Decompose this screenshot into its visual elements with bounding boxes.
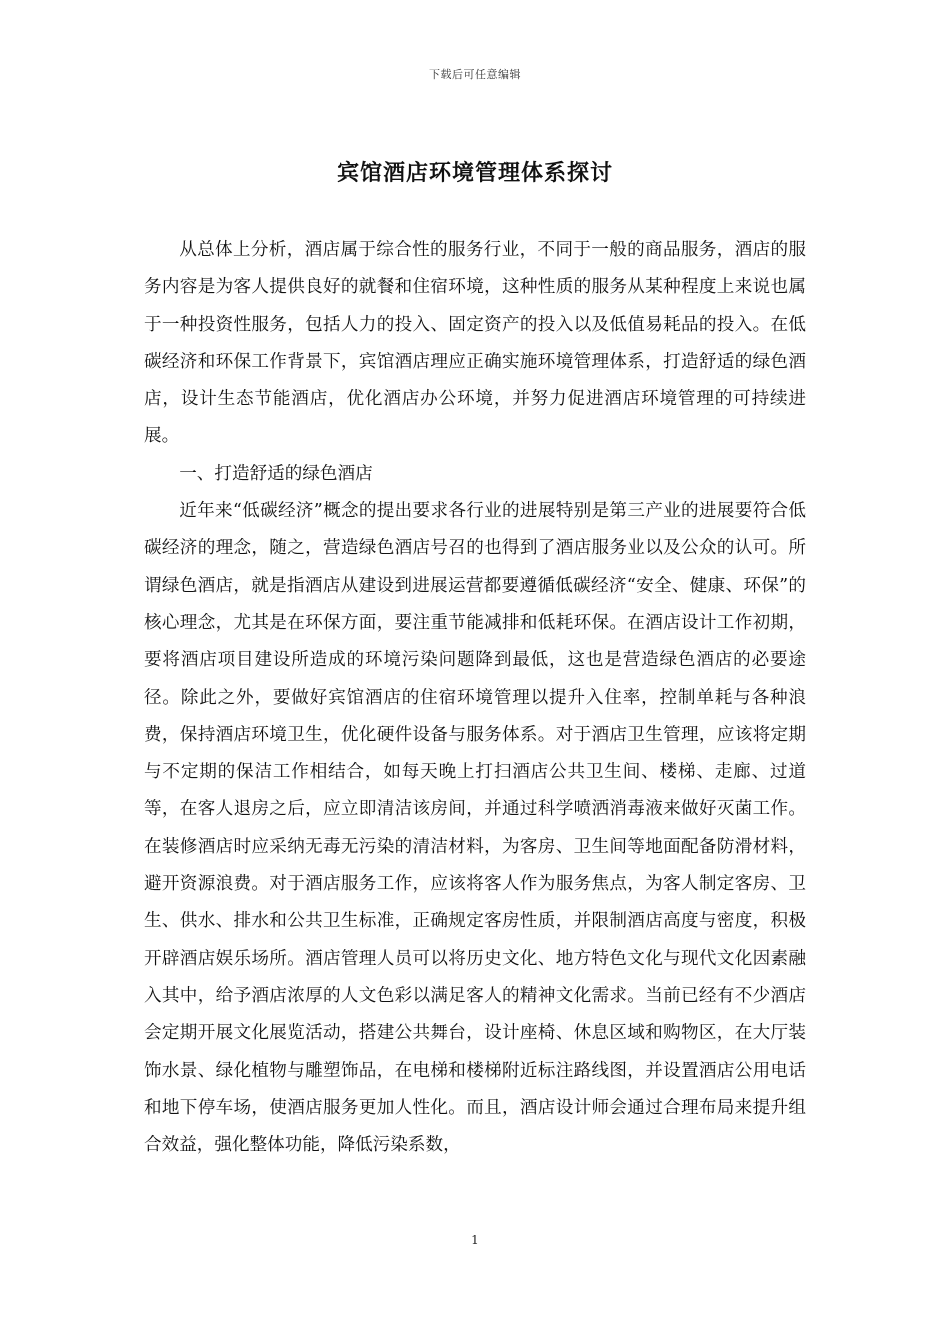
header-note: 下载后可任意编辑 <box>429 68 521 81</box>
paragraph-green-hotel: 近年来“低碳经济”概念的提出要求各行业的进展特别是第三产业的进展要符合低碳经济的理念，随之，营造绿色酒店号召的也得到了酒店服务业以及公众的认可。所谓绿色酒店，就是指酒店从建设到进展运营都要遵循低碳经济“安全、健康、环保”的核心理念，尤其是在环保方面，要注重节能减排和低耗环保。在酒店设计工作初期，要将酒店项目建设所造成的环境污染问题降到最低，这也是营造绿色酒店的必要途径。除此之外，要做好宾馆酒店的住宿环境管理以提升入住率，控制单耗与各种浪费，保持酒店环境卫生，优化硬件设备与服务体系。对于酒店卫生管理，应该将定期与不定期的保洁工作相结合，如每天晚上打扫酒店公共卫生间、楼梯、走廊、过道等，在客人退房之后，应立即清洁该房间，并通过科学喷洒消毒液来做好灭菌工作。在装修酒店时应采纳无毒无污染的清洁材料，为客房、卫生间等地面配备防滑材料，避开资源浪费。对于酒店服务工作，应该将客人作为服务焦点，为客人制定客房、卫生、供水、排水和公共卫生标准，正确规定客房性质，并限制酒店高度与密度，积极开辟酒店娱乐场所。酒店管理人员可以将历史文化、地方特色文化与现代文化因素融入其中，给予酒店浓厚的人文色彩以满足客人的精神文化需求。当前已经有不少酒店会定期开展文化展览活动，搭建公共舞台，设计座椅、休息区域和购物区，在大厅装饰水景、绿化植物与雕塑饰品，在电梯和楼梯附近标注路线图，并设置酒店公用电话和地下停车场，使酒店服务更加人性化。而且，酒店设计师会通过合理布局来提升组合效益，强化整体功能，降低污染系数， <box>144 501 806 1156</box>
paragraph-intro: 从总体上分析，酒店属于综合性的服务行业，不同于一般的商品服务，酒店的服务内容是为客人提供良好的就餐和住宿环境，这种性质的服务从某种程度上来说也属于一种投资性服务，包括人力的投入、固定资产的投入以及低值易耗品的投入。在低碳经济和环保工作背景下，宾馆酒店理应正确实施环境管理体系，打造舒适的绿色酒店，设计生态节能酒店，优化酒店办公环境，并努力促进酒店环境管理的可持续进展。 <box>144 240 806 447</box>
section-heading: 一、打造舒适的绿色酒店 <box>179 463 373 484</box>
page-number: 1 <box>471 1233 479 1247</box>
document-body <box>144 232 806 1164</box>
document-title: 宾馆酒店环境管理体系探讨 <box>336 160 613 186</box>
